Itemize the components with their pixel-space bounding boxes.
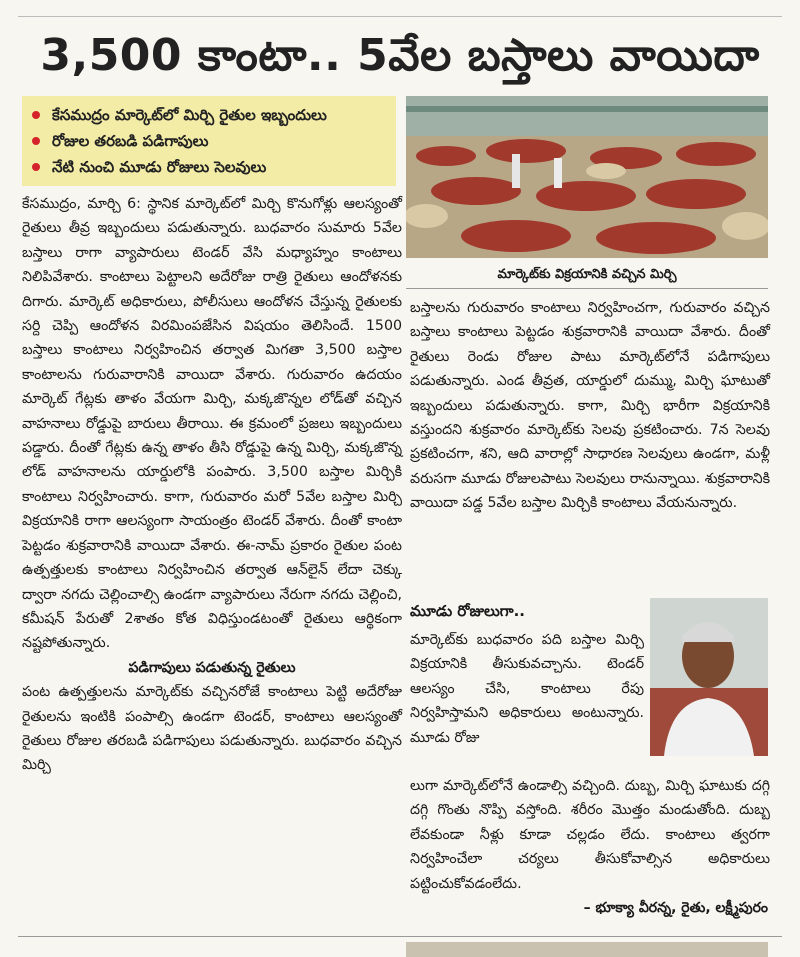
article-subheading: పడిగాపులు పడుతున్న రైతులు <box>128 659 296 676</box>
market-chilli-photo-image <box>406 96 768 258</box>
article-right-column <box>410 296 770 516</box>
sidebar-heading: మూడు రోజులుగా.. <box>410 602 526 620</box>
farmer-portrait-image <box>650 598 768 756</box>
highlight-item: కేసముద్రం మార్కెట్‌లో మిర్చి రైతుల ఇబ్బందులు <box>32 102 396 128</box>
quote-attribution: – భూక్యా వీరన్న, రైతు, లక్ష్మీపురం <box>583 900 768 916</box>
next-article-photo-cropped <box>406 942 768 957</box>
top-rule <box>18 16 782 17</box>
farmer-portrait <box>650 598 768 756</box>
photo-caption: మార్కెట్‌కు విక్రయానికి వచ్చిన మిర్చి <box>406 262 768 289</box>
headline: 3,500 కాంటా.. 5వేల బస్తాలు వాయిదా <box>40 30 760 81</box>
bottom-rule <box>18 936 782 937</box>
article-paragraph: కేసముద్రం, మార్చి 6: స్థానిక మార్కెట్‌లో మిర్చి కొనుగోళ్లు ఆలస్యంతో రైతులు తీవ్ర ఇబ్బందులు పడుతున్నారు. బుధవారం సుమారు 5వేల బస్తాలు రాగా వ్యాపారులు టెండర్ వేసి మధ్యాహ్నం కాంటాలు నిలిపివేశారు. కాంటాలు పెట్టాలని అదేరోజు రాత్రి రైతులు ఆందోళనకు దిగారు. మార్కెట్ అధికారులు, పోలీసులు ఆందోళన చేస్తున్న రైతులకు సర్ది చెప్పి ఆందోళన విరమింపజేసిన విషయం తెలిసిందే. 1500 బస్తాలు కాంటాలు నిర్వహించిన తర్వాత మిగతా 3,500 బస్తాల కాంటాలను గురువారానికి వాయిదా వేశారు. గురువారం ఉదయం మార్కెట్ గేట్లకు తాళం వేయగా మిర్చి, మక్కజొన్నల లోడ్‌తో వచ్చిన వాహనాలు రోడ్డుపై బారులు తీరాయి. ఈ క్రమంలో ప్రజలు ఇబ్బందులు పడ్డారు. దీంతో గేట్లకు ఉన్న తాళం తీసి రోడ్డుపై ఉన్న మిర్చి, మక్కజొన్న లోడ్ వాహనాలను యార్డులోకి పంపారు. 3,500 బస్తాల మిర్చికి కాంటాలు నిర్వహించారు. కాగా, గురువారం మరో 5వేల బస్తాల మిర్చి విక్రయానికి రాగా ఆలస్యంగా సాయంత్రం టెండర్ వేశారు. దీంతో కాంటా పెట్టడం శుక్రవారానికి వాయిదా వేశారు. ఈ-నామ్ ప్రకారం రైతుల పంట ఉత్పత్తులకు కాంటాలు నిర్వహించిన తర్వాత ఆన్‌లైన్ లేదా చెక్కు ద్వారా నగదు చెల్లించాల్సి ఉండగా వ్యాపారులు నేరుగా నగదు చెల్లించి, కమీషన్ పేరుతో 2శాతం కోత విధిస్తుండటంతో రైతులు ఆర్థికంగా నష్టపోతున్నారు. <box>22 196 402 652</box>
highlights-box <box>22 96 396 186</box>
bullet-icon <box>32 111 40 119</box>
article-left-column <box>22 192 402 778</box>
highlight-item: రోజుల తరబడి పడిగాపులు <box>32 128 396 154</box>
article-paragraph: పంట ఉత్పత్తులను మార్కెట్‌కు వచ్చినరోజే కాంటాలు పెట్టి అదేరోజు రైతులను ఇంటికి పంపాల్సి ఉండగా టెండర్, కాంటాలు ఆలస్యంతో రైతులు రోజుల తరబడి పడిగాపులు పడుతున్నారు. బుధవారం వచ్చిన మిర్చి <box>22 684 402 774</box>
sidebar-quote-part1: మార్కెట్‌కు బుధవారం పది బస్తాల మిర్చి విక్రయానికి తీసుకువచ్చాను. టెండర్ ఆలస్యం చేసి, కాంటాలు రేపు నిర్వహిస్తామని అధికారులు అంటున్నారు. మూడు రోజు <box>410 632 644 746</box>
sidebar-quote-part2: లుగా మార్కెట్‌లోనే ఉండాల్సి వచ్చింది. దుబ్బ, మిర్చి ఘాటుకు దగ్గి దగ్గి గొంతు నొప్పి వస్తోంది. శరీరం మొత్తం మండుతోంది. దుబ్బ లేవకుండా నీళ్లు కూడా చల్లడం లేదు. కాంటాలు త్వరగా నిర్వహించేలా చర్యలు తీసుకోవాల్సిన అధికారులు పట్టించుకోవడంలేదు. <box>410 778 770 892</box>
highlight-item: నేటి నుంచి మూడు రోజులు సెలవులు <box>32 154 396 180</box>
bullet-icon <box>32 163 40 171</box>
market-chilli-photo <box>406 96 768 258</box>
article-paragraph: బస్తాలను గురువారం కాంటాలు నిర్వహించగా, గురువారం వచ్చిన బస్తాలు కాంటాలు పెట్టడం శుక్రవారానికి వాయిదా వేశారు. దీంతో రైతులు రెండు రోజుల పాటు మార్కెట్‌లోనే పడిగాపులు పడుతున్నారు. ఎండ తీవ్రత, యార్డులో దుమ్ము, మిర్చి ఘాటుతో ఇబ్బందులు పడుతున్నారు. కాగా, మిర్చి భారీగా విక్రయానికి వస్తుందని శుక్రవారం మార్కెట్‌కు సెలవు ప్రకటించారు. 7న సెలవు ప్రకటించగా, శని, ఆది వారాల్లో సాధారణ సెలవులు ఉండగా, మళ్లీ వరుసగా మూడు రోజులపాటు సెలవులు రానున్నాయి. శుక్రవారానికి వాయిదా పడ్డ 5వేల బస్తాల మిర్చికి కాంటాలు వేయనున్నారు. <box>410 300 770 512</box>
bullet-icon <box>32 137 40 145</box>
